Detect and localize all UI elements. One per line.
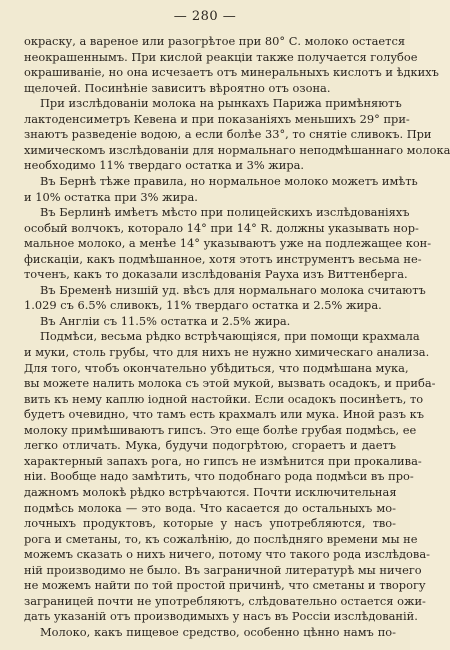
- text-line: и 10% остатка при 3% жира.: [24, 189, 198, 204]
- text-line: Въ Берлинѣ имѣетъ мѣсто при полицейскихъ изслѣдованіяхъ: [40, 205, 410, 220]
- text-line: фискаціи, какъ подмѣшанное, хотя этотъ инструментъ весьма не-: [24, 251, 422, 266]
- text-line: ніи. Вообще надо замѣтить, что подобнаго рода подмѣси въ про-: [24, 469, 414, 484]
- text-line: Въ Бернѣ тѣже правила, но нормальное молоко можетъ имѣть: [40, 173, 418, 188]
- text-line: щелочей. Посинѣніе зависитъ вѣроятно отъ озона.: [24, 80, 331, 95]
- text-line: характерный запахъ рога, но гипсъ не измѣнится при прокалива-: [24, 453, 422, 468]
- text-line: лактоденсиметръ Кевена и при показаніяхъ меньшихъ 29° при-: [24, 111, 410, 126]
- text-line: Въ Бременѣ низшій уд. вѣсъ для нормальнаго молока считаютъ: [40, 282, 426, 297]
- text-line: Для того, чтобъ окончательно убѣдиться, что подмѣшана мука,: [24, 360, 409, 375]
- text-line: точенъ, какъ то доказали изслѣдованія Рауха изъ Виттенберга.: [24, 267, 408, 282]
- text-line: дажномъ молокѣ рѣдко встрѣчаются. Почти исключительная: [24, 484, 397, 499]
- text-line: При изслѣдованіи молока на рынкахъ Парижа примѣняютъ: [40, 96, 402, 111]
- text-line: не можемъ найти по той простой причинѣ, что сметаны и творогу: [24, 578, 426, 593]
- text-line: химическомъ изслѣдованіи для нормальнаго неподмѣшаннаго молока: [24, 142, 450, 157]
- text-line: 1.029 съ 6.5% сливокъ, 11% твердаго остатка и 2.5% жира.: [24, 298, 382, 313]
- text-line: дать указаній отъ производимыхъ у насъ въ Россіи изслѣдованій.: [24, 609, 418, 624]
- page-number: — 280 —: [173, 9, 237, 24]
- text-line: Въ Англіи съ 11.5% остатка и 2.5% жира.: [40, 313, 291, 328]
- text-line: неокрашеннымъ. При кислой реакціи также получается голубое: [24, 49, 418, 64]
- text-line: ній производимо не было. Въ заграничной литературѣ мы ничего: [24, 562, 422, 577]
- text-line: вы можете налить молока съ этой мукой, вызвать осадокъ, и приба-: [24, 376, 436, 391]
- text-line: молоку примѣшиваютъ гипсъ. Это еще болѣе грубая подмѣсь, ее: [24, 422, 417, 437]
- text-line: вить къ нему каплю іодной настойки. Если осадокъ посинѣетъ, то: [24, 391, 424, 406]
- text-line: будетъ очевидно, что тамъ есть крахмалъ или мука. Иной разъ къ: [24, 407, 424, 422]
- text-line: и муки, столь грубы, что для нихъ не нужно химическаго анализа.: [24, 345, 430, 359]
- text-line: особый волчокъ, которало 14° при 14° R. должны указывать нор-: [24, 220, 419, 235]
- text-line: Молоко, какъ пищевое средство, особенно цѣнно намъ по-: [40, 624, 396, 639]
- text-line: мальное молоко, а менѣе 14° указываютъ уже на подлежащее кон-: [24, 236, 432, 251]
- text-line: необходимо 11% твердаго остатка и 3% жира.: [24, 158, 305, 173]
- text-line: Подмѣси, весьма рѣдко встрѣчающіяся, при помощи крахмала: [40, 329, 420, 344]
- text-line: окрашиваніе, но она исчезаетъ отъ минеральныхъ кислотъ и ѣдкихъ: [24, 65, 439, 80]
- text-line: окраску, а вареное или разогрѣтое при 80° С. молоко остается: [24, 34, 406, 48]
- text-line: легко отличать. Мука, будучи подогрѣтою, сгораетъ и даетъ: [24, 438, 396, 453]
- text-line: подмѣсь молока — это вода. Что касается до остальныхъ мо-: [24, 500, 396, 515]
- text-line: заграницей почти не употребляютъ, слѣдовательно остается ожи-: [24, 593, 426, 608]
- text-line: можемъ сказать о нихъ ничего, потому что такого рода изслѣдова-: [24, 547, 430, 562]
- text-line: рога и сметаны, то, къ сожалѣнію, до послѣдняго времени мы не: [24, 531, 418, 546]
- text-line: знаютъ разведеніе водою, а если болѣе 33°, то снятіе сливокъ. При: [24, 127, 432, 142]
- text-line: лочныхъ продуктовъ, которые у насъ употребляются, тво-: [24, 516, 396, 531]
